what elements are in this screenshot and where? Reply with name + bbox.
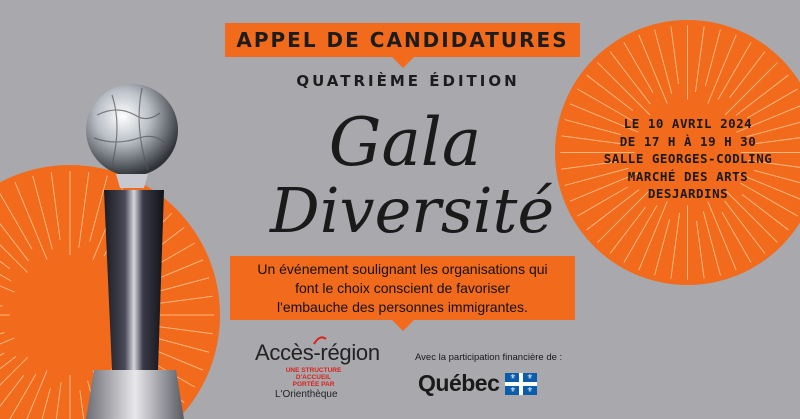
acces-sub-line1: UNE STRUCTURE D'ACCUEIL bbox=[285, 367, 342, 381]
quebec-wordmark: Québec bbox=[418, 370, 500, 396]
burst-ray bbox=[639, 35, 667, 104]
acces-region-logo bbox=[255, 342, 385, 400]
burst-ray bbox=[697, 221, 705, 279]
burst-ray bbox=[0, 374, 36, 419]
quebec-logo bbox=[418, 370, 537, 397]
burst-ray bbox=[655, 30, 672, 94]
burst-ray bbox=[703, 211, 720, 275]
edition-label: QUATRIÈME ÉDITION bbox=[296, 72, 520, 90]
burst-ray bbox=[15, 370, 47, 419]
partner-label: Avec la participation financière de : bbox=[415, 352, 563, 363]
burst-ray bbox=[0, 201, 29, 261]
acces-region-subtitle bbox=[271, 367, 356, 388]
burst-ray bbox=[610, 207, 645, 253]
burst-ray bbox=[671, 26, 679, 84]
burst-ray bbox=[747, 89, 797, 118]
gala-title-line2: Diversité bbox=[270, 174, 555, 247]
description-line: font le choix conscient de favoriser bbox=[295, 279, 510, 296]
burst-ray bbox=[725, 63, 777, 115]
burst-ray bbox=[0, 213, 28, 272]
burst-ray bbox=[51, 382, 61, 419]
event-details bbox=[573, 115, 800, 203]
burst-ray bbox=[695, 26, 704, 92]
event-place-line1: MARCHÉ DES ARTS bbox=[627, 168, 749, 184]
burst-ray bbox=[587, 75, 633, 110]
banner-title: APPEL DE CANDIDATURES bbox=[236, 28, 569, 52]
burst-ray bbox=[33, 176, 53, 249]
burst-ray bbox=[624, 42, 653, 92]
burst-ray bbox=[598, 63, 650, 115]
event-time: DE 17 H À 19 H 30 bbox=[619, 133, 757, 149]
gala-title-line1: Gala bbox=[328, 104, 482, 181]
acces-region-text: Accès-région bbox=[255, 340, 380, 365]
burst-ray bbox=[33, 388, 51, 419]
event-place-line2: DESJARDINS bbox=[647, 186, 729, 201]
burst-ray bbox=[722, 212, 751, 262]
description-line: l'embauche des personnes immigrantes. bbox=[277, 298, 528, 315]
event-venue: SALLE GEORGES-CODLING bbox=[603, 151, 773, 166]
quebec-flag-icon: ⚜ ⚜ ⚜ ⚜ bbox=[505, 373, 537, 395]
acces-region-name bbox=[255, 342, 385, 364]
description-box bbox=[230, 256, 575, 320]
event-date: LE 10 AVRIL 2024 bbox=[623, 116, 753, 131]
swoosh-icon bbox=[313, 336, 327, 346]
orientheque-name: L'Orienthèque bbox=[275, 389, 338, 400]
description-line: Un événement soulignant les organisations qui bbox=[257, 260, 548, 277]
burst-ray bbox=[0, 357, 28, 416]
burst-ray bbox=[671, 213, 680, 279]
burst-ray bbox=[51, 172, 60, 239]
burst-ray bbox=[0, 227, 10, 268]
call-for-nominations-banner bbox=[225, 23, 580, 57]
burst-ray bbox=[0, 190, 32, 249]
burst-ray bbox=[708, 201, 736, 270]
trophy-globe-icon bbox=[72, 70, 222, 419]
burst-ray bbox=[730, 52, 765, 98]
burst-ray bbox=[0, 296, 3, 306]
acces-sub-line2: PORTÉE PAR bbox=[292, 381, 335, 388]
